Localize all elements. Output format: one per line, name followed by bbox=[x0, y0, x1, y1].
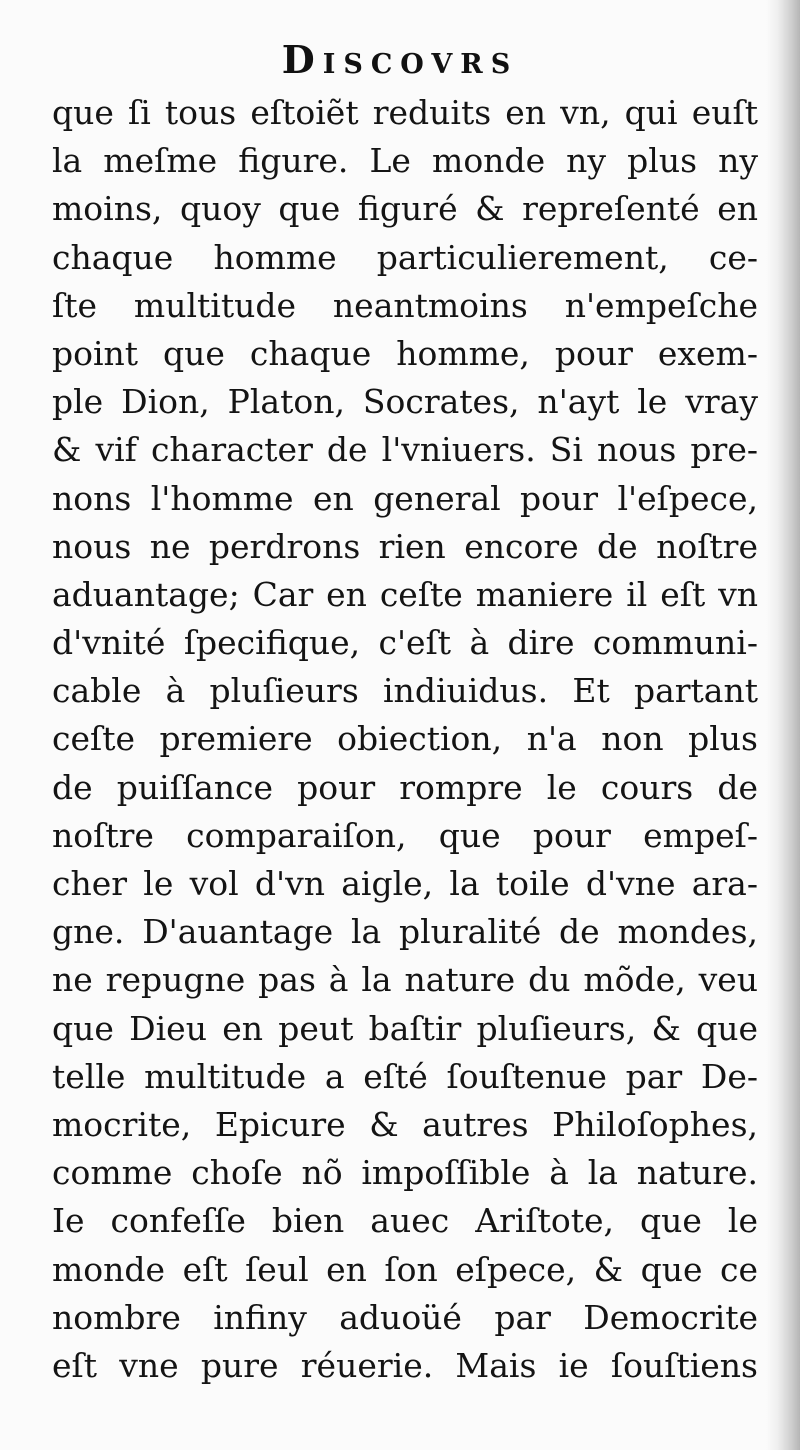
text-line: moins, quoy que figuré & repreſenté en bbox=[52, 189, 758, 229]
text-line: que ſi tous eſtoiẽt reduits en vn, qui euſt bbox=[52, 93, 758, 132]
text-line: Ie confeſſe bien auec Ariſtote, que le bbox=[52, 1201, 758, 1241]
text-line: cable à pluſieurs indiuidus. Et partant bbox=[52, 671, 758, 711]
text-line: d'vnité ſpecifique, c'eſt à dire communi- bbox=[52, 623, 758, 663]
text-line: ſte multitude neantmoins n'empeſche bbox=[52, 285, 758, 325]
text-line: que Dieu en peut baſtir pluſieurs, & que bbox=[52, 1008, 758, 1048]
text-line: de puiſſance pour rompre le cours de bbox=[52, 767, 758, 807]
text-line: point que chaque homme, pour exem- bbox=[52, 333, 758, 373]
text-line: monde eſt ſeul en ſon eſpece, & que ce bbox=[52, 1249, 758, 1289]
text-line: nons l'homme en general pour l'eſpece, bbox=[52, 478, 758, 518]
text-line: aduantage; Car en ceſte maniere il eſt vn bbox=[52, 574, 758, 614]
page-gutter-shadow bbox=[766, 0, 800, 1450]
text-line: la meſme figure. Le monde ny plus ny bbox=[52, 141, 758, 181]
text-line: comme choſe nõ impoſſible à la nature. bbox=[52, 1153, 758, 1193]
text-line: gne. D'auantage la pluralité de mondes, bbox=[52, 912, 758, 952]
text-line: ple Dion, Platon, Socrates, n'ayt le vray bbox=[52, 382, 758, 422]
running-head: Discovrs bbox=[281, 37, 519, 82]
text-line: mocrite, Epicure & autres Philoſophes, bbox=[52, 1104, 758, 1144]
text-line: telle multitude a eſté ſouſtenue par De- bbox=[52, 1056, 758, 1096]
text-line: ceſte premiere obiection, n'a non plus bbox=[52, 719, 758, 759]
text-line: nombre infiny aduoüé par Democrite bbox=[52, 1297, 758, 1337]
text-line: eſt vne pure réuerie. Mais ie ſouſtiens bbox=[52, 1345, 758, 1385]
text-line: & vif character de l'vniuers. Si nous pre- bbox=[52, 430, 758, 470]
text-line: cher le vol d'vn aigle, la toile d'vne ara- bbox=[52, 864, 758, 903]
body-text bbox=[52, 89, 758, 1390]
text-line: nous ne perdrons rien encore de noſtre bbox=[52, 526, 758, 566]
text-line: ne repugne pas à la nature du mõde, veu bbox=[52, 960, 758, 1000]
text-line: chaque homme particulierement, ce- bbox=[52, 237, 758, 277]
text-line: noſtre comparaiſon, que pour empeſ- bbox=[52, 815, 758, 855]
